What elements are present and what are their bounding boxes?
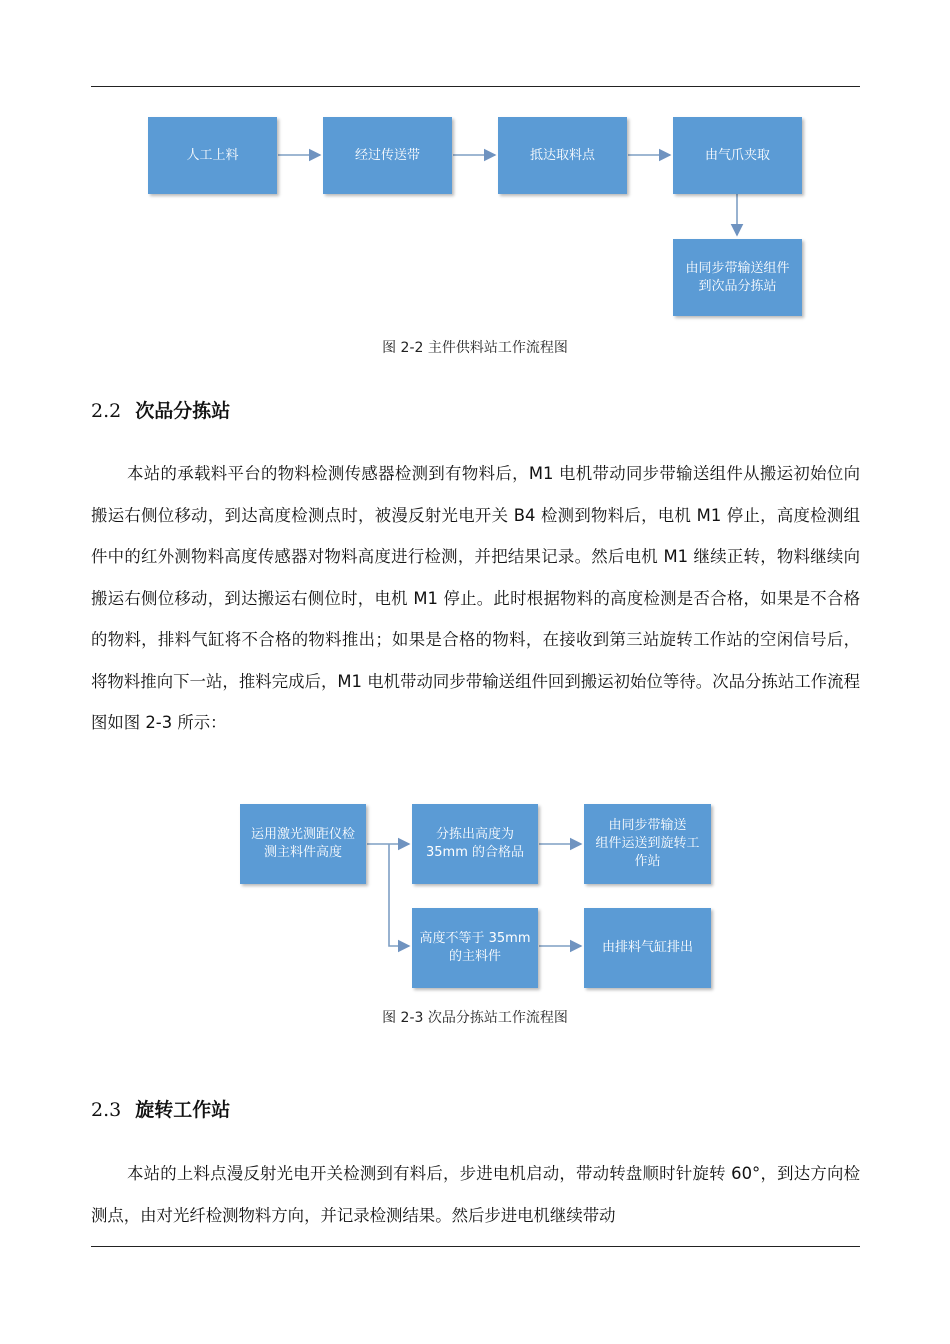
flow-box-manual-loading: 人工上料 [148, 117, 277, 194]
section-2-3-paragraph: 本站的上料点漫反射光电开关检测到有料后，步进电机启动，带动转盘顺时针旋转 60°，到达方向检测点，由对光纤检测物料方向，并记录检测结果。然后步进电机继续带动 [91, 1164, 860, 1225]
flow-box-gripper: 由气爪夹取 [673, 117, 802, 194]
section-title: 旋转工作站 [135, 1099, 231, 1121]
flow-box-conveyor: 经过传送带 [323, 117, 452, 194]
flow-box-eject-cylinder: 由排料气缸排出 [584, 908, 711, 988]
section-number: 2.3 [91, 1099, 122, 1121]
flow-box-qualified-35mm: 分拣出高度为 35mm 的合格品 [412, 804, 538, 884]
section-title: 次品分拣站 [135, 400, 231, 422]
footer-rule [91, 1246, 860, 1247]
section-2-3-heading [91, 1095, 230, 1122]
figure-2-3-caption: 图 2-3 次品分拣站工作流程图 [382, 1010, 568, 1026]
arrow-measure-to-unqualified [389, 844, 409, 946]
flow-box-pickup-point: 抵达取料点 [498, 117, 627, 194]
section-number: 2.2 [91, 400, 122, 422]
flow-box-height-not-35mm: 高度不等于 35mm 的主料件 [412, 908, 538, 988]
section-2-2-paragraph: 本站的承载料平台的物料检测传感器检测到有物料后，M1 电机带动同步带输送组件从搬运初始位向搬运右侧位移动，到达高度检测点时，被漫反射光电开关 B4 检测到物料后，电机 M1 停止，高度检测组件中的红外测物料高度传感器对物料高度进行检测，并把结果记录。然后电机 M1 继续正转，物料继续向搬运右侧位移动，到达搬运右侧位时，电机 M1 停止。此时根据物料的高度检测是否合格，如果是不合格的物料，排料气缸将不合格的物料推出；如果是合格的物料，在接收到第三站旋转工作站的空闲信号后，将物料推向下一站，推料完成后，M1 电机带动同步带输送组件回到搬运初始位等待。次品分拣站工作流程图如图 2-3 所示： [91, 464, 860, 732]
flow-box-laser-measure: 运用激光测距仪检 测主料件高度 [240, 804, 366, 884]
flow-box-transfer-to-rotary: 由同步带输送 组件运送到旋转工 作站 [584, 804, 711, 884]
figure-2-2-caption: 图 2-2 主件供料站工作流程图 [382, 340, 568, 356]
flow-box-belt-transfer: 由同步带输送组件 到次品分拣站 [673, 239, 802, 316]
